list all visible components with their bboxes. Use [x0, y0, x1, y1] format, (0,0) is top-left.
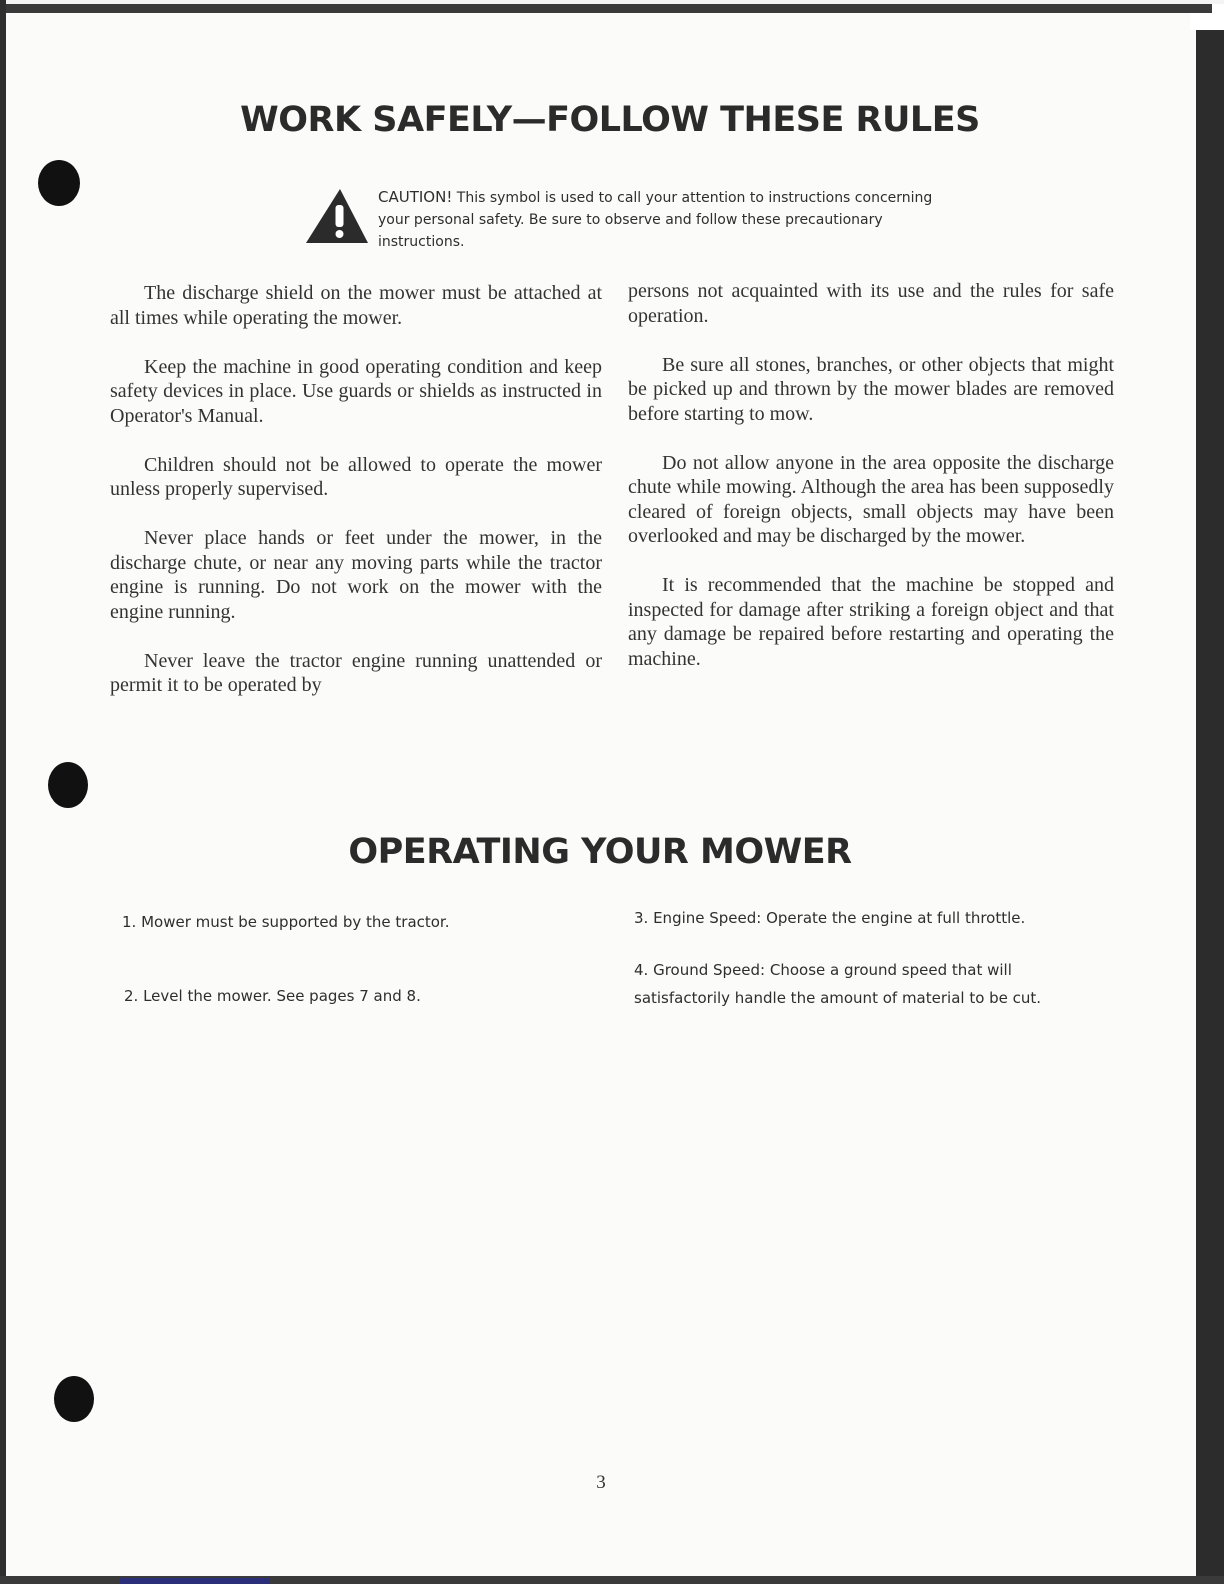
step-3: 3. Engine Speed: Operate the engine at full throttle. [634, 909, 1026, 927]
scan-corner [1190, 13, 1224, 30]
caution-notice [378, 186, 938, 253]
scan-bottom-mark [120, 1578, 270, 1584]
rule-children: Children should not be allowed to operate the mower unless properly supervised. [110, 453, 602, 500]
rule-inspect-damage: It is recommended that the machine be stopped and inspected for damage after striking a foreign object and that any damage be repaired before restarting and operating the machine. [628, 574, 1114, 670]
binder-hole-middle [48, 762, 88, 808]
step-4: 4. Ground Speed: Choose a ground speed that will satisfactorily handle the amount of material to be cut. [634, 961, 1042, 1007]
right-column [628, 279, 1114, 696]
rule-clear-objects: Be sure all stones, branches, or other objects that might be picked up and thrown by the mower blades are removed before starting to mow. [628, 353, 1114, 425]
binder-hole-bottom [54, 1376, 94, 1422]
rule-unattended-engine: Never leave the tractor engine running unattended or permit it to be operated by [110, 649, 602, 696]
caution-lead: CAUTION! [378, 188, 453, 206]
scan-left-edge [0, 0, 6, 1584]
left-column [110, 281, 602, 722]
binder-hole-top [38, 160, 80, 206]
rule-machine-condition: Keep the machine in good operating condition and keep safety devices in place. Use guards or shields as instructed in Operator's Manual. [110, 355, 602, 427]
page-title: WORK SAFELY—FOLLOW THESE RULES [240, 100, 980, 140]
section-title: OPERATING YOUR MOWER [348, 832, 852, 872]
warning-triangle-icon [304, 187, 368, 245]
step-2: 2. Level the mower. See pages 7 and 8. [124, 987, 421, 1005]
rule-unattended-engine-cont: persons not acquainted with its use and the rules for safe operation. [628, 280, 1114, 327]
scan-right-edge [1196, 30, 1224, 1584]
rule-discharge-area: Do not allow anyone in the area opposite the discharge chute while mowing. Although the area has been supposedly cleared of foreign objects, small objects may have been overlooked and may be discharged by the mower. [628, 451, 1114, 547]
scan-top-edge [0, 4, 1212, 13]
rule-hands-feet: Never place hands or feet under the mower, in the discharge chute, or near any moving parts while the tractor engine is running. Do not work on the mower with the engine running. [110, 527, 602, 623]
page-number: 3 [596, 1472, 606, 1493]
step-1: 1. Mower must be supported by the tractor. [122, 913, 450, 931]
caution-body: This symbol is used to call your attention to instructions concerning your personal safety. Be sure to observe and follow these precautionary instructions. [378, 190, 933, 250]
rule-discharge-shield: The discharge shield on the mower must be attached at all times while operating the mower. [110, 282, 602, 329]
